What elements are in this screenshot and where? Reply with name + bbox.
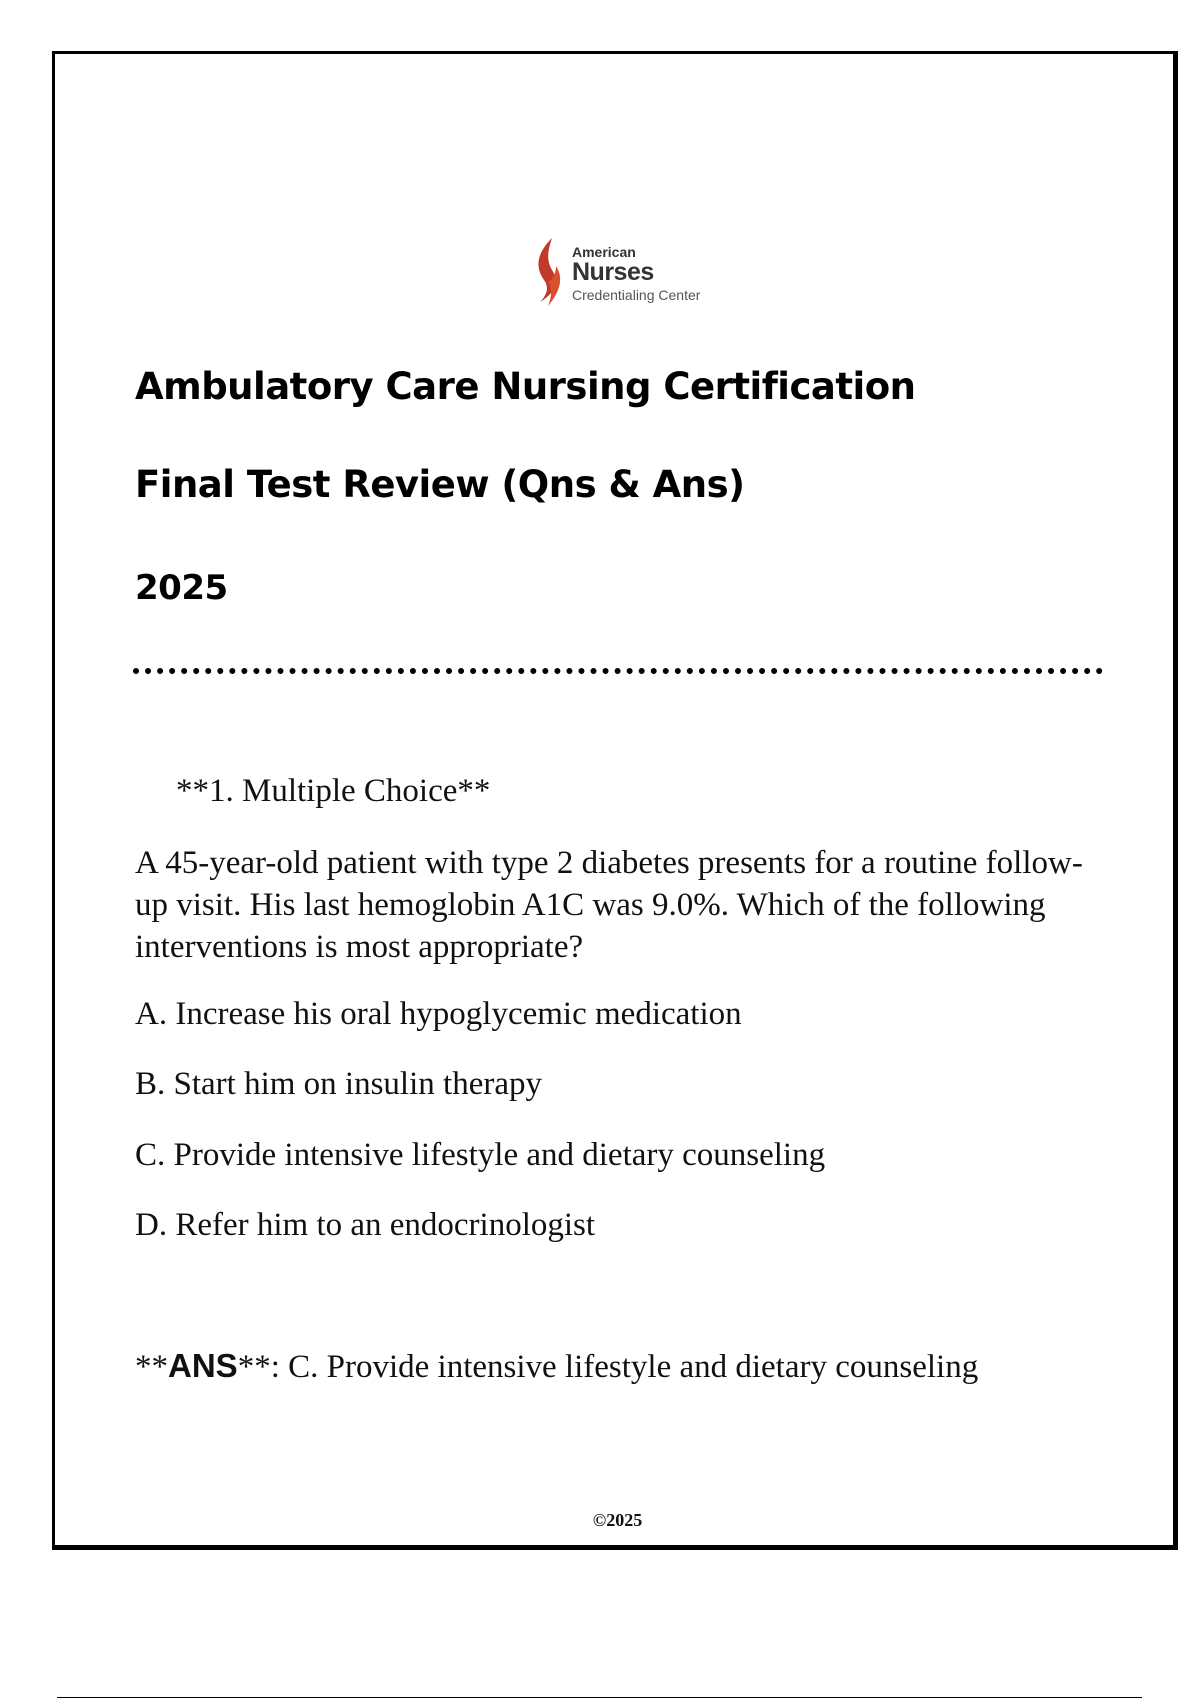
- flame-icon: [530, 236, 566, 314]
- copyright: ©2025: [592, 1510, 643, 1530]
- option-b: B. Start him on insulin therapy: [135, 1066, 542, 1102]
- answer-prefix: **: [135, 1349, 168, 1385]
- logo-text-american: American: [572, 244, 636, 260]
- answer-label: ANS: [168, 1347, 238, 1384]
- ancc-logo: [530, 236, 730, 316]
- answer-text: : C. Provide intensive lifestyle and dietary counseling: [270, 1349, 979, 1385]
- title-line-2: Final Test Review (Qns & Ans): [135, 463, 745, 506]
- option-a: A. Increase his oral hypoglycemic medication: [135, 996, 742, 1032]
- logo-text-nurses: Nurses: [572, 258, 654, 286]
- bottom-rule: [57, 1697, 1142, 1698]
- question-stem: A 45-year-old patient with type 2 diabetes presents for a routine follow-up visit. His last hemoglobin A1C was 9.0%. Which of the following interventions is most appropriate?: [135, 845, 1083, 965]
- option-d: D. Refer him to an endocrinologist: [135, 1207, 596, 1243]
- logo-text-credentialing: Credentialing Center: [572, 287, 701, 303]
- title-line-1: Ambulatory Care Nursing Certification: [135, 365, 916, 408]
- dotted-divider: [133, 668, 1103, 674]
- option-c: C. Provide intensive lifestyle and dietary counseling: [135, 1137, 826, 1173]
- question-title: **1. Multiple Choice**: [176, 773, 491, 809]
- answer-suffix: **: [237, 1349, 271, 1385]
- title-year: 2025: [135, 568, 228, 608]
- answer-line: [135, 1347, 978, 1386]
